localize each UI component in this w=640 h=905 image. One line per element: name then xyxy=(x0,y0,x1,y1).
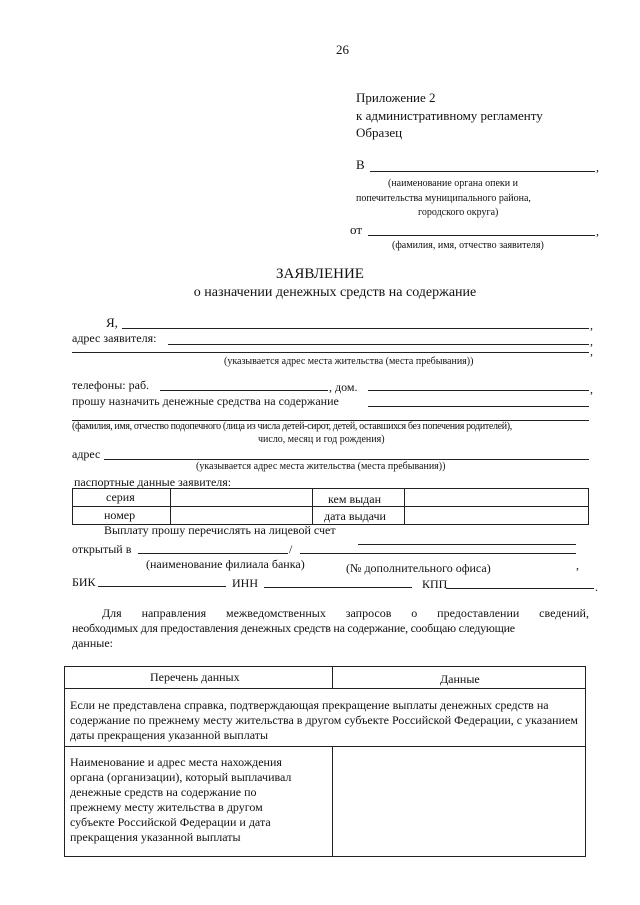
applicant-name-field[interactable] xyxy=(122,328,589,329)
data-table-divider xyxy=(332,746,333,857)
appendix-title: Приложение 2 xyxy=(356,90,436,105)
office-field[interactable] xyxy=(300,553,576,554)
document-title: ЗАЯВЛЕНИЕ xyxy=(276,266,364,282)
col-header-list: Перечень данных xyxy=(150,670,240,684)
row2-line: субъекте Российской Федерации и дата xyxy=(70,815,271,829)
bik-field[interactable] xyxy=(98,586,226,587)
to-caption-1: (наименование органа опеки и xyxy=(388,178,518,189)
interagency-line-2: необходимых для предоставления денежных средств на содержание, сообщаю следующие xyxy=(72,621,515,635)
comma: , xyxy=(590,344,593,358)
paragraph-word: предоставлении xyxy=(437,606,520,620)
document-subtitle: о назначении денежных средств на содержание xyxy=(193,285,477,300)
inn-label: ИНН xyxy=(232,576,258,590)
interagency-line-1 xyxy=(72,606,589,620)
home-phone-label: , дом. xyxy=(329,380,358,394)
opened-label: открытый в xyxy=(72,542,132,556)
row2-line: органа (организации), который выплачивал xyxy=(70,770,292,784)
address-label: адрес заявителя: xyxy=(72,331,157,345)
request-label: прошу назначить денежные средства на содержание xyxy=(72,394,339,408)
page-number: 26 xyxy=(336,42,349,57)
issue-date-label: дата выдачи xyxy=(324,509,386,523)
passport-table-divider xyxy=(312,488,313,525)
bank-branch-field[interactable] xyxy=(138,553,288,554)
row2-line: Наименование и адрес места нахождения xyxy=(70,755,282,769)
col-header-data: Данные xyxy=(440,672,480,686)
data-table-divider xyxy=(64,688,586,689)
data-table-divider xyxy=(64,746,586,747)
ward-caption-1: (фамилия, имя, отчество подопечного (лица из числа детей-сирот, детей, оставшихся без попечения родителей), xyxy=(72,421,512,432)
issued-by-label: кем выдан xyxy=(328,492,382,506)
from-prefix: от xyxy=(350,222,363,237)
slash: / xyxy=(289,542,293,556)
to-caption-3: городского округа) xyxy=(418,207,499,218)
bik-label: БИК xyxy=(72,575,96,589)
data-table-divider xyxy=(332,666,333,688)
interagency-line-3: данные: xyxy=(72,636,113,650)
ward-field[interactable] xyxy=(368,406,589,407)
ward-address-field[interactable] xyxy=(104,459,589,460)
address2-label: адрес xyxy=(72,447,101,461)
series-label: серия xyxy=(106,490,135,504)
office-caption: (№ дополнительного офиса) xyxy=(346,561,491,575)
paragraph-word: запросов xyxy=(345,606,392,620)
from-caption: (фамилия, имя, отчество заявителя) xyxy=(392,240,544,251)
paragraph-word: межведомственных xyxy=(226,606,326,620)
number-label: номер xyxy=(104,508,136,522)
row2-line: прекращения указанной выплаты xyxy=(70,830,241,844)
paragraph-word: сведений, xyxy=(539,606,589,620)
passport-table-divider xyxy=(72,506,589,507)
comma: , xyxy=(576,558,579,572)
passport-table-divider xyxy=(404,488,405,525)
inn-field[interactable] xyxy=(264,587,412,588)
phones-label: телефоны: раб. xyxy=(72,378,150,392)
comma: , xyxy=(590,334,593,348)
from-applicant-field[interactable] xyxy=(368,235,595,236)
row2-line: прежнему месту жительства в другом xyxy=(70,800,263,814)
row2-line: денежные средств на содержание по xyxy=(70,785,257,799)
to-caption-2: попечительства муниципального района, xyxy=(356,193,531,204)
paragraph-word: Для xyxy=(102,606,122,620)
passport-table-divider xyxy=(170,488,171,525)
home-phone-field[interactable] xyxy=(368,390,589,391)
appendix-sample: Образец xyxy=(356,125,403,140)
comma: , xyxy=(596,160,599,174)
paragraph-word: направления xyxy=(141,606,207,620)
period: . xyxy=(595,580,598,594)
row2-text xyxy=(70,755,330,845)
comma: , xyxy=(590,318,593,332)
to-organ-field[interactable] xyxy=(370,171,595,172)
transfer-label: Выплату прошу перечислять на лицевой счет xyxy=(104,523,336,537)
appendix-regulation: к административному регламенту xyxy=(356,108,543,123)
to-prefix: В xyxy=(356,157,365,172)
work-phone-field[interactable] xyxy=(160,390,328,391)
paragraph-word: о xyxy=(411,606,418,620)
comma: , xyxy=(596,224,599,238)
address-caption: (указывается адрес места жительства (места пребывания)) xyxy=(224,356,474,367)
address2-caption: (указывается адрес места жительства (места пребывания)) xyxy=(196,461,446,472)
row1-text: Если не представлена справка, подтверждающая прекращение выплаты денежных средств на содержание по прежнему месту жительства в другом субъекте Российской Федерации, с указанием даты прекращения указанной выплаты xyxy=(70,698,578,742)
account-number-field[interactable] xyxy=(358,544,576,545)
row2-data-cell[interactable] xyxy=(334,748,584,855)
comma: , xyxy=(590,382,593,396)
address-field[interactable] xyxy=(168,344,589,345)
kpp-field[interactable] xyxy=(446,588,594,589)
address-field-cont[interactable] xyxy=(72,352,589,353)
kpp-label: КПП xyxy=(422,577,448,591)
branch-caption: (наименование филиала банка) xyxy=(146,557,305,571)
ya-label: Я, xyxy=(106,315,118,330)
passport-label: паспортные данные заявителя: xyxy=(74,475,232,489)
ward-caption-2: число, месяц и год рождения) xyxy=(258,434,385,445)
